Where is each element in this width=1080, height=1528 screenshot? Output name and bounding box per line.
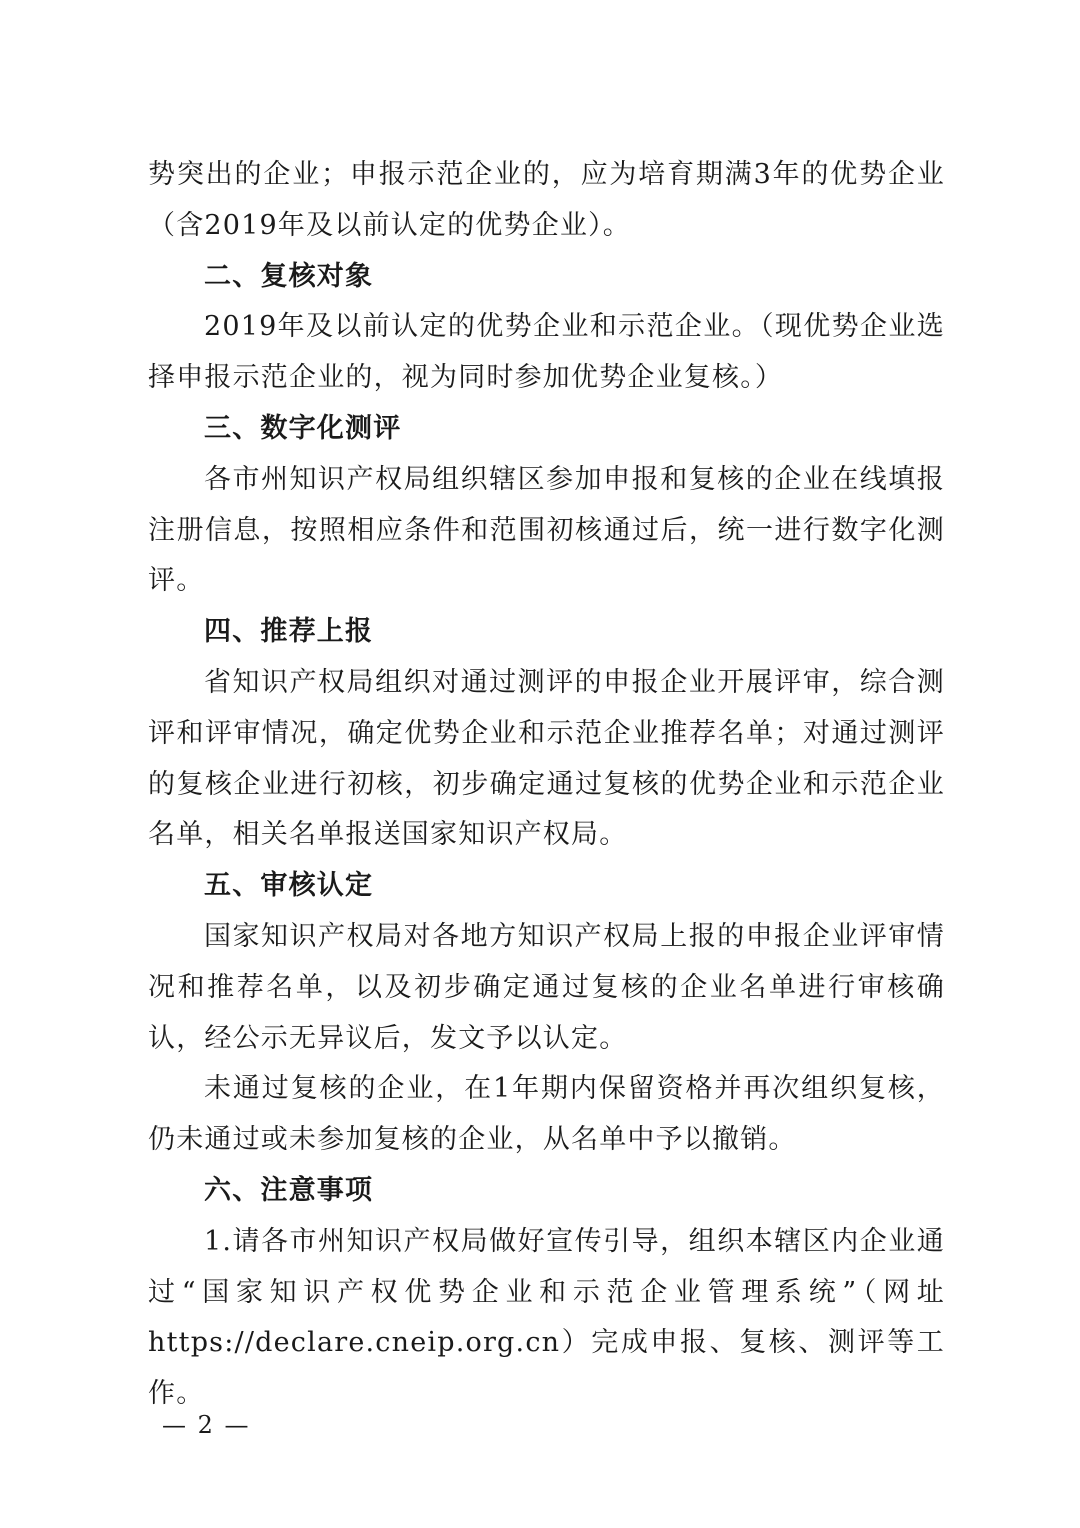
section-paragraph: 国家知识产权局对各地方知识产权局上报的申报企业评审情况和推荐名单，以及初步确定通过复核的企业名单进行审核确认，经公示无异议后，发文予以认定。 <box>148 920 945 1054</box>
section-recommendation <box>148 607 945 861</box>
section-notes <box>148 1166 945 1420</box>
section-approval <box>148 861 945 1166</box>
section-paragraph: 1.请各市州知识产权局做好宣传引导，组织本辖区内企业通过“国家知识产权优势企业和示范企业管理系统”（网址https://declare.cneip.org.cn）完成申报、复核、测评等工作。 <box>148 1225 945 1410</box>
section-review-targets <box>148 252 945 404</box>
intro-paragraph: 势突出的企业；申报示范企业的，应为培育期满3年的优势企业（含2019年及以前认定的优势企业）。 <box>148 159 945 241</box>
section-heading: 二、复核对象 <box>204 260 374 292</box>
page-number: — 2 — <box>162 1411 251 1439</box>
section-paragraph: 2019年及以前认定的优势企业和示范企业。（现优势企业选择申报示范企业的，视为同时参加优势企业复核。） <box>148 311 945 394</box>
section-heading: 六、注意事项 <box>204 1174 374 1206</box>
section-heading: 五、审核认定 <box>204 870 374 902</box>
section-paragraph: 省知识产权局组织对通过测评的申报企业开展评审，综合测评和评审情况，确定优势企业和示范企业推荐名单；对通过测评的复核企业进行初核，初步确定通过复核的优势企业和示范企业名单，相关名单报送国家知识产权局。 <box>148 666 945 851</box>
section-paragraph: 各市州知识产权局组织辖区参加申报和复核的企业在线填报注册信息，按照相应条件和范围初核通过后，统一进行数字化测评。 <box>148 463 945 597</box>
section-heading: 三、数字化测评 <box>204 412 402 444</box>
section-digital-evaluation <box>148 404 945 607</box>
section-heading: 四、推荐上报 <box>204 616 374 648</box>
section-paragraph: 未通过复核的企业，在1年期内保留资格并再次组织复核，仍未通过或未参加复核的企业，从名单中予以撤销。 <box>148 1073 945 1156</box>
document-body <box>148 150 945 1420</box>
